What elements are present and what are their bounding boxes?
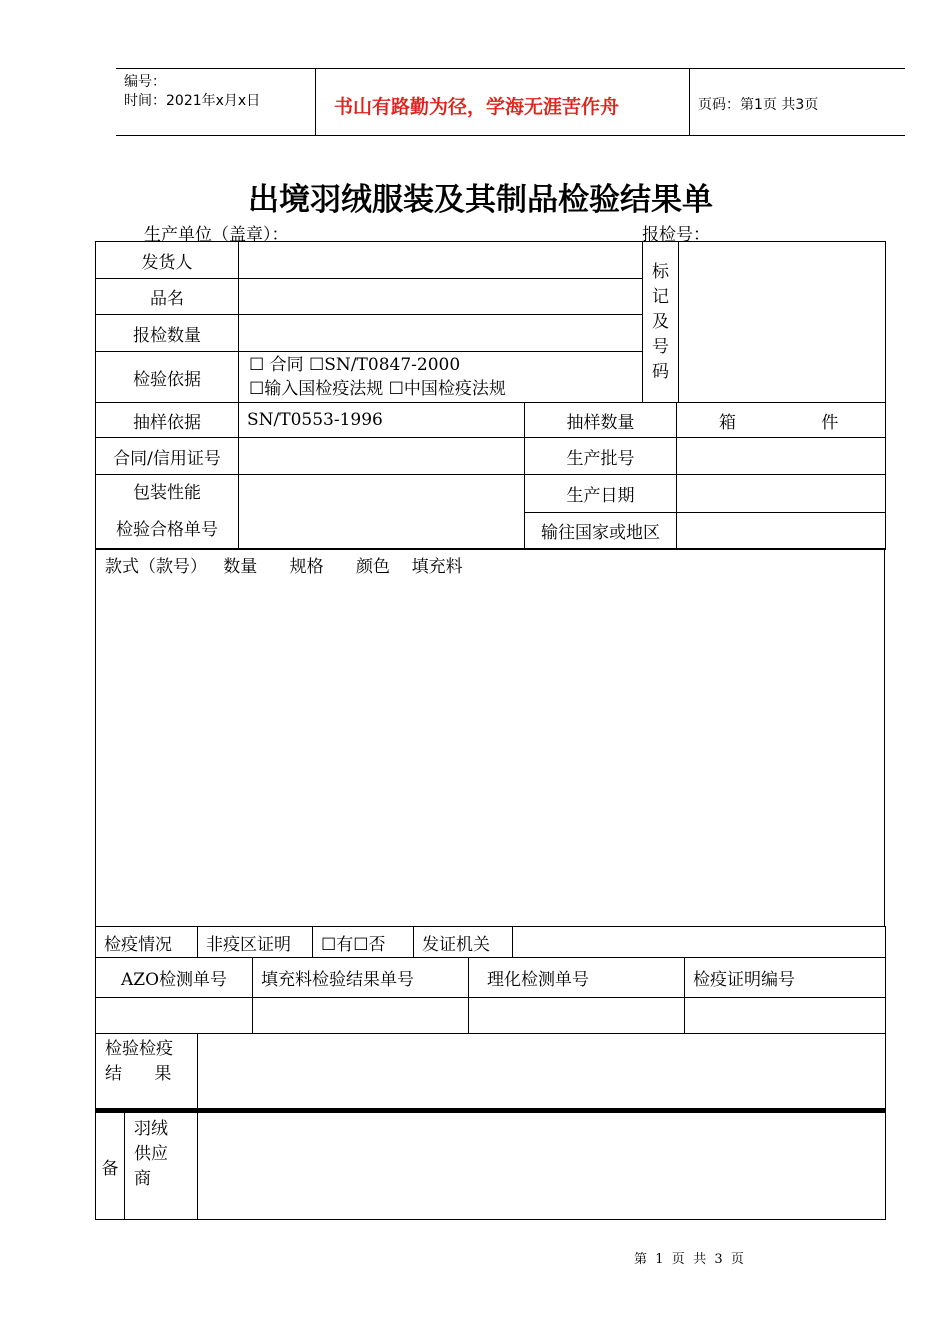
form-section-basic	[95, 241, 886, 403]
supplier-field[interactable]	[198, 1113, 886, 1220]
product-name-label: 品名	[96, 279, 239, 315]
form-section-result	[95, 1033, 886, 1110]
destination-label: 输往国家或地区	[525, 512, 677, 550]
supplier-label-line3: 商	[134, 1169, 151, 1189]
form-section-sampling	[95, 402, 886, 550]
marks-field[interactable]	[679, 242, 886, 403]
result-label-cell	[96, 1034, 198, 1110]
producer-label: 生产单位（盖章）：	[144, 225, 289, 245]
packing-cert-label: 检验合格单号	[116, 520, 218, 540]
style-header: 款式（款号） 数量 规格 颜色 填充料	[105, 557, 463, 577]
marks-char-5: 码	[652, 361, 669, 382]
shipper-field[interactable]	[239, 242, 643, 279]
basis-label: 检验依据	[96, 352, 239, 403]
header-bottom-rule	[116, 135, 905, 136]
marks-char-2: 记	[652, 286, 669, 307]
basis-option-row-1[interactable]: ☐ 合同 ☐SN/T0847-2000	[249, 355, 461, 375]
filling-result-field[interactable]	[253, 998, 469, 1034]
page-footer: 第 1 页 共 3 页	[634, 1252, 744, 1267]
page-title: 出境羽绒服装及其制品检验结果单	[248, 182, 713, 218]
filling-result-label: 填充料检验结果单号	[253, 958, 469, 998]
remark-label: 备	[96, 1113, 125, 1220]
basis-option-row-2[interactable]: ☐输入国检疫法规 ☐中国检疫法规	[249, 379, 506, 399]
supplier-label-cell	[125, 1113, 198, 1220]
sampling-basis-label: 抽样依据	[96, 403, 239, 438]
contract-no-label: 合同/信用证号	[96, 438, 239, 475]
sample-qty-label: 抽样数量	[525, 403, 677, 438]
packing-label-cell	[96, 475, 239, 550]
prod-date-field[interactable]	[677, 475, 886, 513]
result-label-line1: 检验检疫	[105, 1039, 173, 1059]
header-top-rule	[116, 68, 905, 69]
supplier-label-line2: 供应	[134, 1144, 168, 1164]
contract-no-field[interactable]	[239, 438, 525, 475]
result-label-line2: 结 果	[105, 1064, 172, 1084]
sample-qty-field[interactable]	[677, 403, 886, 438]
physchem-field[interactable]	[469, 998, 685, 1034]
azo-field[interactable]	[96, 998, 253, 1034]
document-time: 时间：2021年x月x日	[124, 93, 261, 109]
batch-no-label: 生产批号	[525, 438, 677, 475]
batch-no-field[interactable]	[677, 438, 886, 475]
report-number-label: 报检号：	[642, 225, 710, 245]
azo-label: AZO检测单号	[96, 958, 253, 998]
page-info: 页码：第1页 共3页	[698, 97, 819, 113]
box-unit: 箱	[719, 412, 736, 433]
document-number-label: 编号：	[124, 74, 166, 90]
quantity-label: 报检数量	[96, 315, 239, 352]
piece-unit: 件	[821, 412, 839, 433]
marks-char-4: 号	[652, 336, 669, 357]
destination-field[interactable]	[677, 512, 886, 550]
quarantine-cert-field[interactable]	[685, 998, 886, 1034]
sampling-basis-value: SN/T0553-1996	[239, 403, 525, 438]
quarantine-status-label: 检疫情况	[96, 927, 198, 958]
physchem-label: 理化检测单号	[469, 958, 685, 998]
style-area[interactable]	[96, 549, 885, 927]
product-name-field[interactable]	[239, 279, 643, 315]
supplier-label-line1: 羽绒	[134, 1119, 168, 1139]
non-epidemic-label: 非疫区证明	[198, 927, 313, 958]
prod-date-label: 生产日期	[525, 475, 677, 513]
packing-field[interactable]	[239, 475, 525, 550]
basis-options	[239, 352, 643, 403]
issuer-label: 发证机关	[414, 927, 513, 958]
form-section-remarks	[95, 1112, 886, 1220]
motto: 书山有路勤为径，学海无涯苦作舟	[334, 96, 620, 118]
form-section-quarantine	[95, 926, 886, 958]
form-section-style	[95, 548, 885, 927]
header-divider-right	[689, 68, 690, 136]
packing-label: 包装性能	[133, 483, 201, 503]
shipper-label: 发货人	[96, 242, 239, 279]
marks-char-1: 标	[652, 261, 669, 282]
quantity-field[interactable]	[239, 315, 643, 352]
marks-label	[643, 242, 679, 403]
result-field[interactable]	[198, 1034, 886, 1110]
issuer-field[interactable]	[513, 927, 886, 958]
marks-char-3: 及	[652, 311, 669, 332]
yes-no-checkboxes[interactable]: ☐有☐否	[313, 927, 414, 958]
header-divider-left	[315, 68, 316, 136]
form-section-reports	[95, 957, 886, 1034]
quarantine-cert-label: 检疫证明编号	[685, 958, 886, 998]
